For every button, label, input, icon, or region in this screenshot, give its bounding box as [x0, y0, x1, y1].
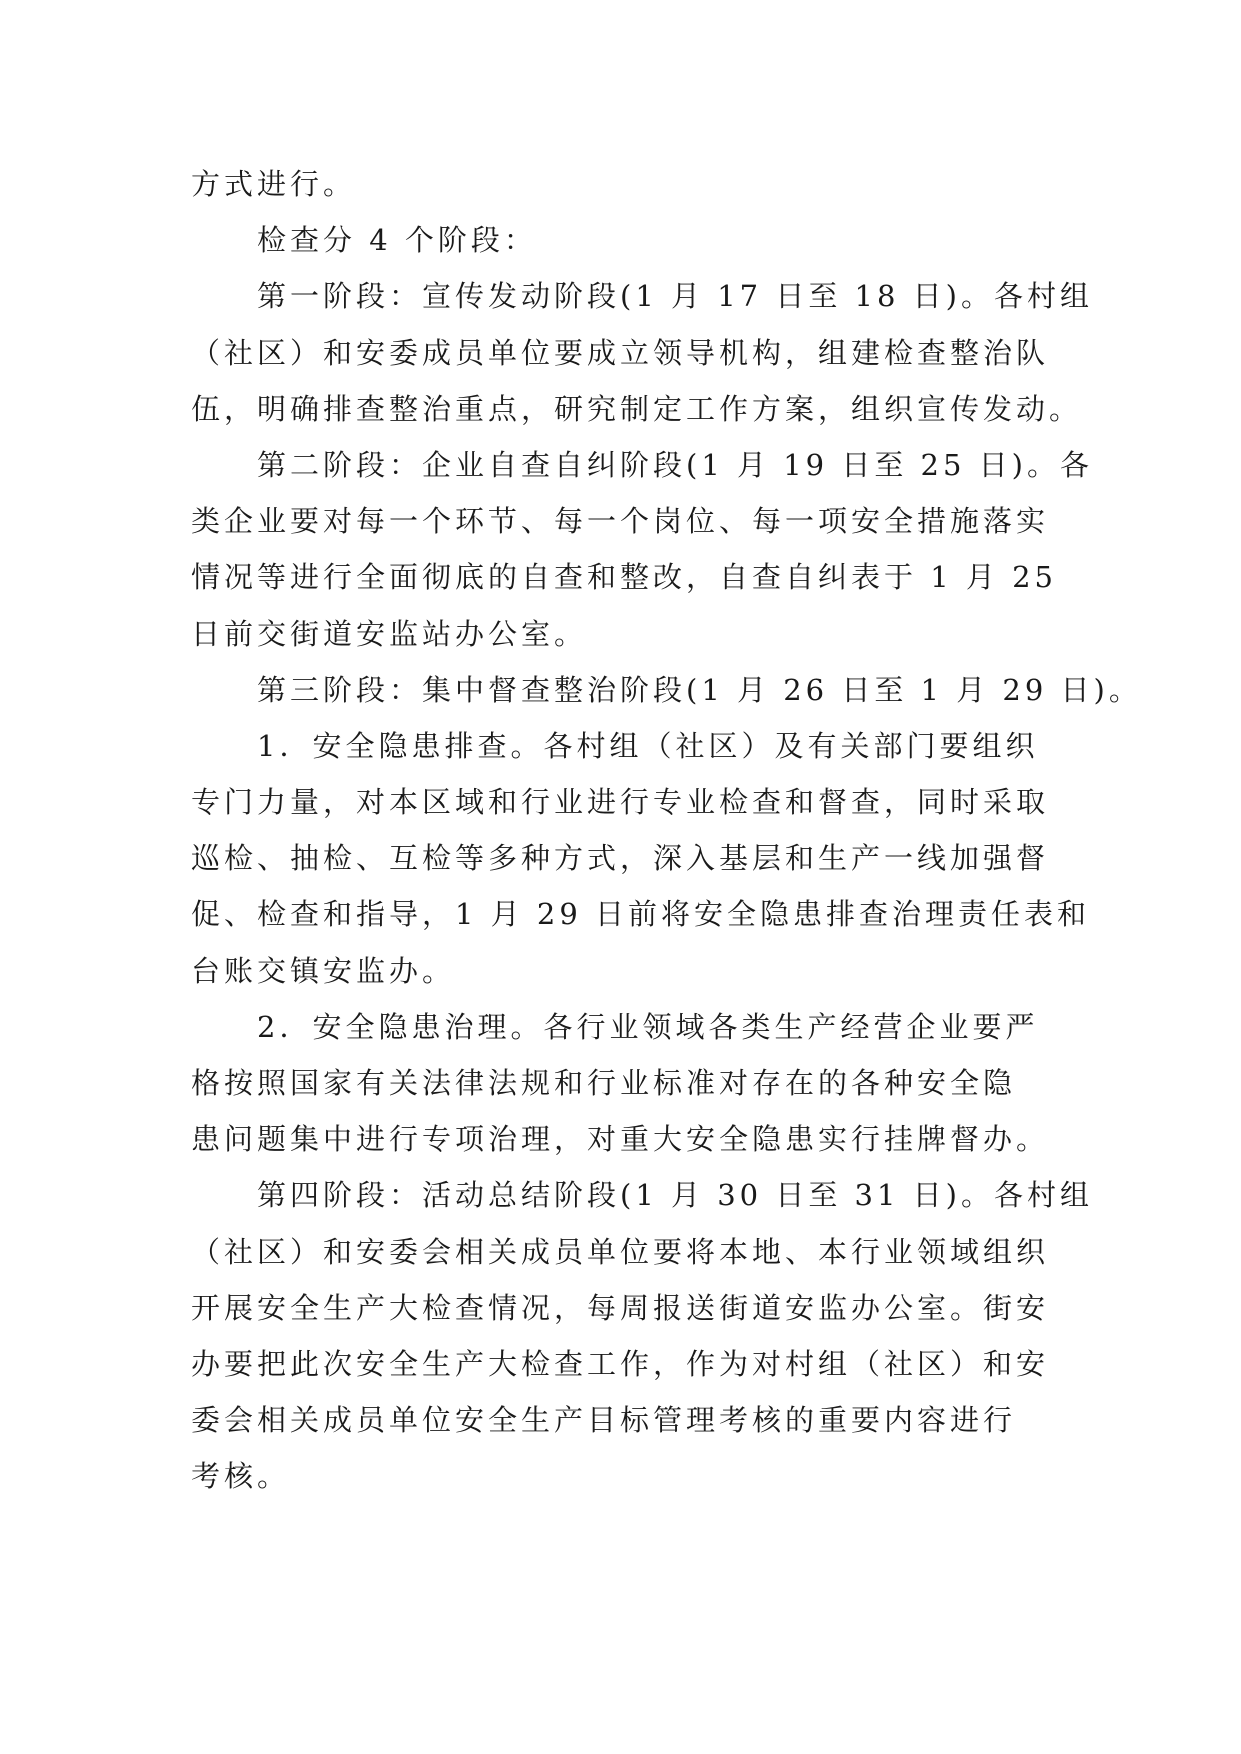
text-line: 检查分 4 个阶段：	[191, 223, 537, 258]
text-line: 情况等进行全面彻底的自查和整改，自查自纠表于 1 月 25	[191, 560, 1058, 595]
text-line: 日前交街道安监站办公室。	[191, 616, 588, 651]
text-line: 2．安全隐患治理。各行业领域各类生产经营企业要严	[191, 1009, 1039, 1044]
text-line: 伍，明确排查整治重点，研究制定工作方案，组织宣传发动。	[191, 391, 1083, 426]
text-line: 第三阶段：集中督查整治阶段(1 月 26 日至 1 月 29 日)。	[191, 672, 1142, 707]
text-line: （社区）和安委成员单位要成立领导机构，组建检查整治队	[191, 335, 1050, 370]
document-body	[191, 156, 1142, 1505]
text-line: 办要把此次安全生产大检查工作，作为对村组（社区）和安	[191, 1346, 1050, 1381]
text-line: 巡检、抽检、互检等多种方式，深入基层和生产一线加强督	[191, 841, 1050, 876]
text-line: 考核。	[191, 1459, 291, 1494]
text-line: 1．安全隐患排查。各村组（社区）及有关部门要组织	[191, 728, 1039, 763]
text-line: 格按照国家有关法律法规和行业标准对存在的各种安全隐	[191, 1066, 1017, 1100]
text-line: 第一阶段：宣传发动阶段(1 月 17 日至 18 日)。各村组	[191, 279, 1093, 314]
text-line: 类企业要对每一个环节、每一个岗位、每一项安全措施落实	[191, 504, 1050, 539]
text-line: 开展安全生产大检查情况，每周报送街道安监办公室。街安	[191, 1290, 1050, 1325]
text-line: 台账交镇安监办。	[191, 953, 456, 988]
text-line: 促、检查和指导，1 月 29 日前将安全隐患排查治理责任表和	[191, 897, 1091, 932]
text-line: 方式进行。	[191, 167, 357, 201]
text-line: 第四阶段：活动总结阶段(1 月 30 日至 31 日)。各村组	[191, 1178, 1093, 1213]
text-line: 专门力量，对本区域和行业进行专业检查和督查，同时采取	[191, 785, 1050, 820]
text-line: 委会相关成员单位安全生产目标管理考核的重要内容进行	[191, 1403, 1017, 1438]
text-line: （社区）和安委会相关成员单位要将本地、本行业领域组织	[191, 1234, 1050, 1269]
text-line: 第二阶段：企业自查自纠阶段(1 月 19 日至 25 日)。各	[191, 447, 1093, 482]
text-line: 患问题集中进行专项治理，对重大安全隐患实行挂牌督办。	[191, 1122, 1050, 1157]
